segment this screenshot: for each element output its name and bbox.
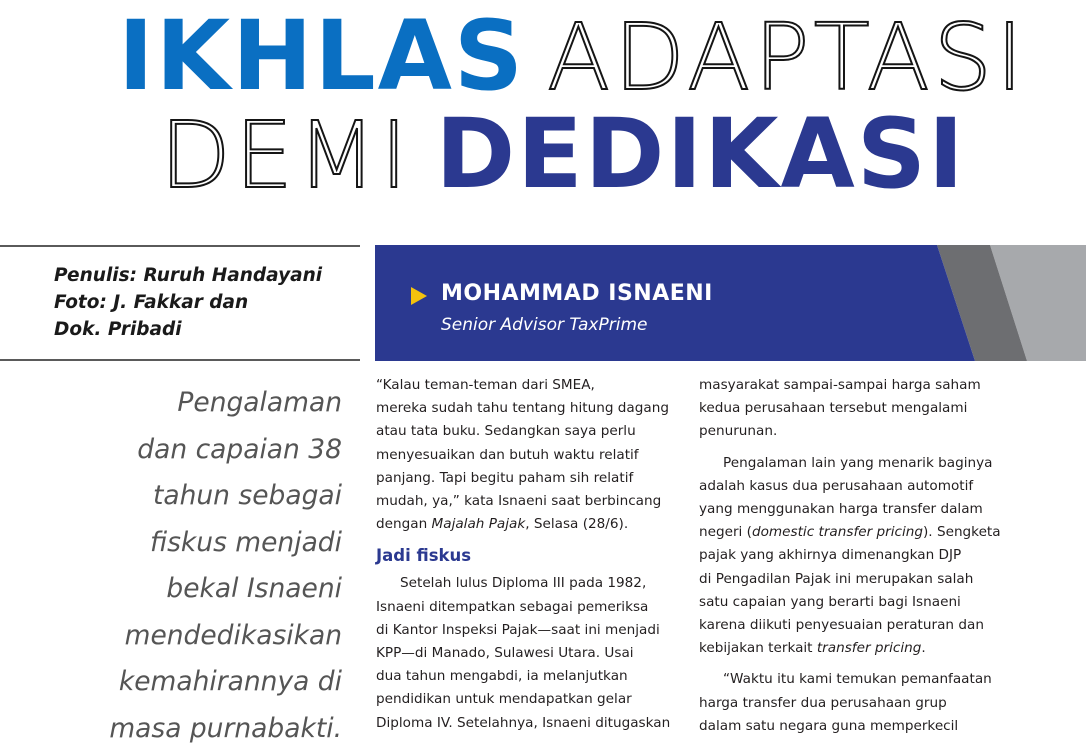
paragraph — [699, 374, 1001, 444]
text-line: Setelah lulus Diploma III pada 1982, — [376, 572, 670, 595]
italic-term: domestic transfer pricing — [752, 524, 923, 540]
title-word-dedikasi: DEDIKASI — [435, 98, 965, 210]
pull-quote-line: Pengalaman — [70, 380, 342, 427]
text-line: panjang. Tapi begitu paham sih relatif — [376, 467, 670, 490]
text-line — [699, 521, 1001, 544]
pull-quote-line: masa purnabakti. — [70, 706, 342, 752]
text-line: atau tata buku. Sedangkan saya perlu — [376, 420, 670, 443]
paragraph — [376, 572, 670, 734]
pull-quote-line: kemahirannya di — [70, 659, 342, 706]
text-line: Pengalaman lain yang menarik baginya — [699, 452, 1001, 475]
text-line: pajak yang akhirnya dimenangkan DJP — [699, 544, 1001, 567]
person-role: Senior Advisor TaxPrime — [441, 315, 647, 335]
paragraph — [376, 374, 670, 536]
credits-bottom-divider — [0, 359, 360, 361]
text-line: kedua perusahaan tersebut mengalami — [699, 397, 1001, 420]
text-line: “Waktu itu kami temukan pemanfaatan — [699, 668, 1001, 691]
text-line: dalam satu negara guna memperkecil — [699, 715, 1001, 738]
writer-credit: Penulis: Ruruh Handayani — [54, 262, 322, 289]
person-name: MOHAMMAD ISNAENI — [441, 281, 713, 306]
text-line: “Kalau teman-teman dari SMEA, — [376, 374, 670, 397]
text-span: dengan — [376, 516, 432, 532]
text-line: harga transfer dua perusahaan grup — [699, 692, 1001, 715]
text-line: KPP—di Manado, Sulawesi Utara. Usai — [376, 642, 670, 665]
text-line: dua tahun mengabdi, ia melanjutkan — [376, 665, 670, 688]
publication-name: Majalah Pajak — [432, 516, 526, 532]
text-line: Isnaeni ditempatkan sebagai pemeriksa — [376, 596, 670, 619]
paragraph — [699, 668, 1001, 738]
text-span: , Selasa (28/6). — [525, 516, 628, 532]
text-line: penurunan. — [699, 420, 1001, 443]
text-line: menyesuaikan dan butuh waktu relatif — [376, 444, 670, 467]
pull-quote — [70, 380, 342, 752]
photo-credit: Foto: J. Fakkar dan — [54, 289, 322, 316]
title-word-adaptasi: ADAPTASI — [547, 4, 1027, 111]
body-column-2 — [699, 374, 1001, 738]
text-span: kebijakan terkait — [699, 640, 817, 656]
pull-quote-line: tahun sebagai — [70, 473, 342, 520]
body-column-1 — [376, 374, 670, 735]
text-line: adalah kasus dua perusahaan automotif — [699, 475, 1001, 498]
text-line: karena diikuti penyesuaian peraturan dan — [699, 614, 1001, 637]
text-line: di Pengadilan Pajak ini merupakan salah — [699, 568, 1001, 591]
pull-quote-line: mendedikasikan — [70, 613, 342, 660]
profile-banner — [375, 245, 1086, 361]
text-line — [699, 637, 1001, 660]
play-arrow-icon — [411, 287, 427, 305]
title-word-ikhlas: IKHLAS — [118, 0, 525, 112]
text-span: negeri ( — [699, 524, 752, 540]
pull-quote-line: bekal Isnaeni — [70, 566, 342, 613]
text-line: di Kantor Inspeksi Pajak—saat ini menjadi — [376, 619, 670, 642]
text-line: mereka sudah tahu tentang hitung dagang — [376, 397, 670, 420]
text-line: masyarakat sampai-sampai harga saham — [699, 374, 1001, 397]
text-line: yang menggunakan harga transfer dalam — [699, 498, 1001, 521]
text-span: . — [921, 640, 925, 656]
title-word-demi: DEMI — [160, 102, 411, 209]
text-line — [376, 513, 670, 536]
photo-credit-cont: Dok. Pribadi — [54, 316, 322, 343]
text-line: mudah, ya,” kata Isnaeni saat berbincang — [376, 490, 670, 513]
title-line-2 — [160, 106, 1086, 202]
text-line: pendidikan untuk mendapatkan gelar — [376, 688, 670, 711]
text-line: satu capaian yang berarti bagi Isnaeni — [699, 591, 1001, 614]
pull-quote-line: fiskus menjadi — [70, 520, 342, 567]
italic-term: transfer pricing — [817, 640, 922, 656]
section-subheading: Jadi fiskus — [376, 544, 670, 568]
text-line: Diploma IV. Setelahnya, Isnaeni ditugaskan — [376, 712, 670, 735]
pull-quote-line: dan capaian 38 — [70, 427, 342, 474]
text-span: ). Sengketa — [923, 524, 1001, 540]
title-line-1 — [118, 8, 1086, 104]
credits-block — [54, 262, 322, 343]
credits-top-divider — [0, 245, 360, 247]
paragraph — [699, 452, 1001, 661]
